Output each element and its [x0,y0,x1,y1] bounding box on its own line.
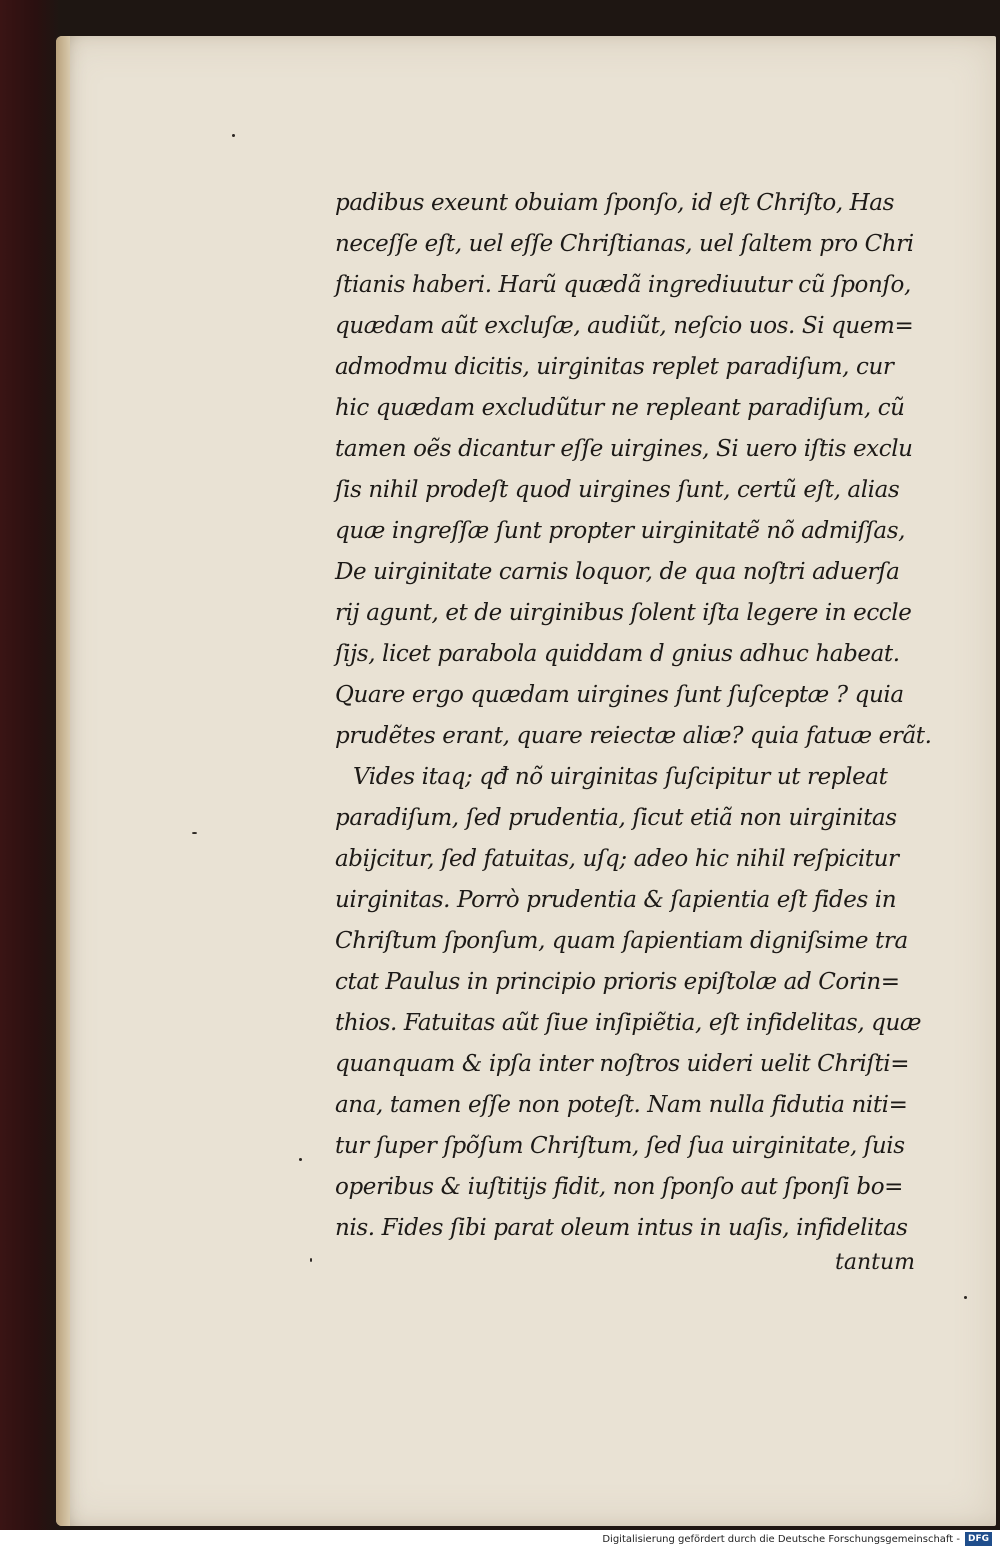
text-line: quanquam & ipſa inter noſtros uideri uelit Chriſti= [335,1051,910,1077]
text-line: Vides itaq; qđ nõ uirginitas ſuſcipitur ut repleat [353,764,888,790]
paper-speck [964,1296,967,1299]
text-line: Quare ergo quædam uirgines ſunt ſuſceptæ ? quia [335,682,904,708]
text-line: tur ſuper ſpõſum Chriſtum, ſed ſua uirginitate, ſuis [335,1133,905,1159]
text-line: ſis nihil prodeſt quod uirgines ſunt, certũ eſt, alias [335,477,900,503]
text-line: nis. Fides ſibi parat oleum intus in uaſis, infidelitas [335,1215,908,1241]
footer-bar [0,1530,1000,1549]
text-line: abijcitur, ſed fatuitas, uſq; adeo hic nihil reſpicitur [335,846,899,872]
paper-speck [192,832,197,834]
text-line: De uirginitate carnis loquor, de qua noſtri aduerſa [335,559,900,585]
text-line: ctat Paulus in principio prioris epiſtolæ ad Corin= [335,969,900,995]
footer-credit: Digitalisierung gefördert durch die Deutsche Forschungsgemeinschaft - [602,1534,960,1545]
text-line: prudẽtes erant, quare reiectæ aliæ? quia fatuæ erãt. [335,723,932,749]
text-line: admodmu dicitis, uirginitas replet paradiſum, cur [335,354,894,380]
text-line: quæ ingreſſæ ſunt propter uirginitatẽ nõ admiſſas, [335,518,906,544]
dfg-logo-icon: DFG [965,1532,992,1546]
text-line: operibus & iuſtitijs fidit, non ſponſo aut ſponſi bo= [335,1174,904,1200]
text-line: quædam aũt excluſæ, audiũt, neſcio uos. Si quem= [335,313,914,339]
catchword: tantum [835,1250,915,1275]
text-line: ſijs, licet parabola quiddam d gnius adhuc habeat. [335,641,900,667]
paper-speck [310,1258,312,1262]
text-line: uirginitas. Porrò prudentia & ſapientia eſt fides in [335,887,897,913]
text-line: ana, tamen eſſe non poteſt. Nam nulla fidutia niti= [335,1092,908,1118]
text-line: tamen oẽs dicantur eſſe uirgines, Si uero iſtis exclu [335,436,913,462]
text-line: paradiſum, ſed prudentia, ſicut etiã non uirginitas [335,805,897,831]
text-line: hic quædam excludũtur ne repleant paradiſum, cũ [335,395,905,421]
main-text-block [335,183,935,1249]
text-line: thios. Fatuitas aũt ſiue inſipiẽtia, eſt infidelitas, quæ [335,1010,922,1036]
text-line: Chriſtum ſponſum, quam ſapientiam digniſsime tra [335,928,908,954]
paper-speck [232,134,235,137]
text-line: ſtianis haberi. Harũ quædã ingrediuutur cũ ſponſo, [335,272,911,298]
text-line: neceſſe eſt, uel eſſe Chriſtianas, uel ſaltem pro Chri [335,231,914,257]
text-line: padibus exeunt obuiam ſponſo, id eſt Chriſto, Has [335,190,895,216]
paper-speck [299,1158,302,1161]
text-line: rij agunt, et de uirginibus ſolent iſta legere in eccle [335,600,912,626]
